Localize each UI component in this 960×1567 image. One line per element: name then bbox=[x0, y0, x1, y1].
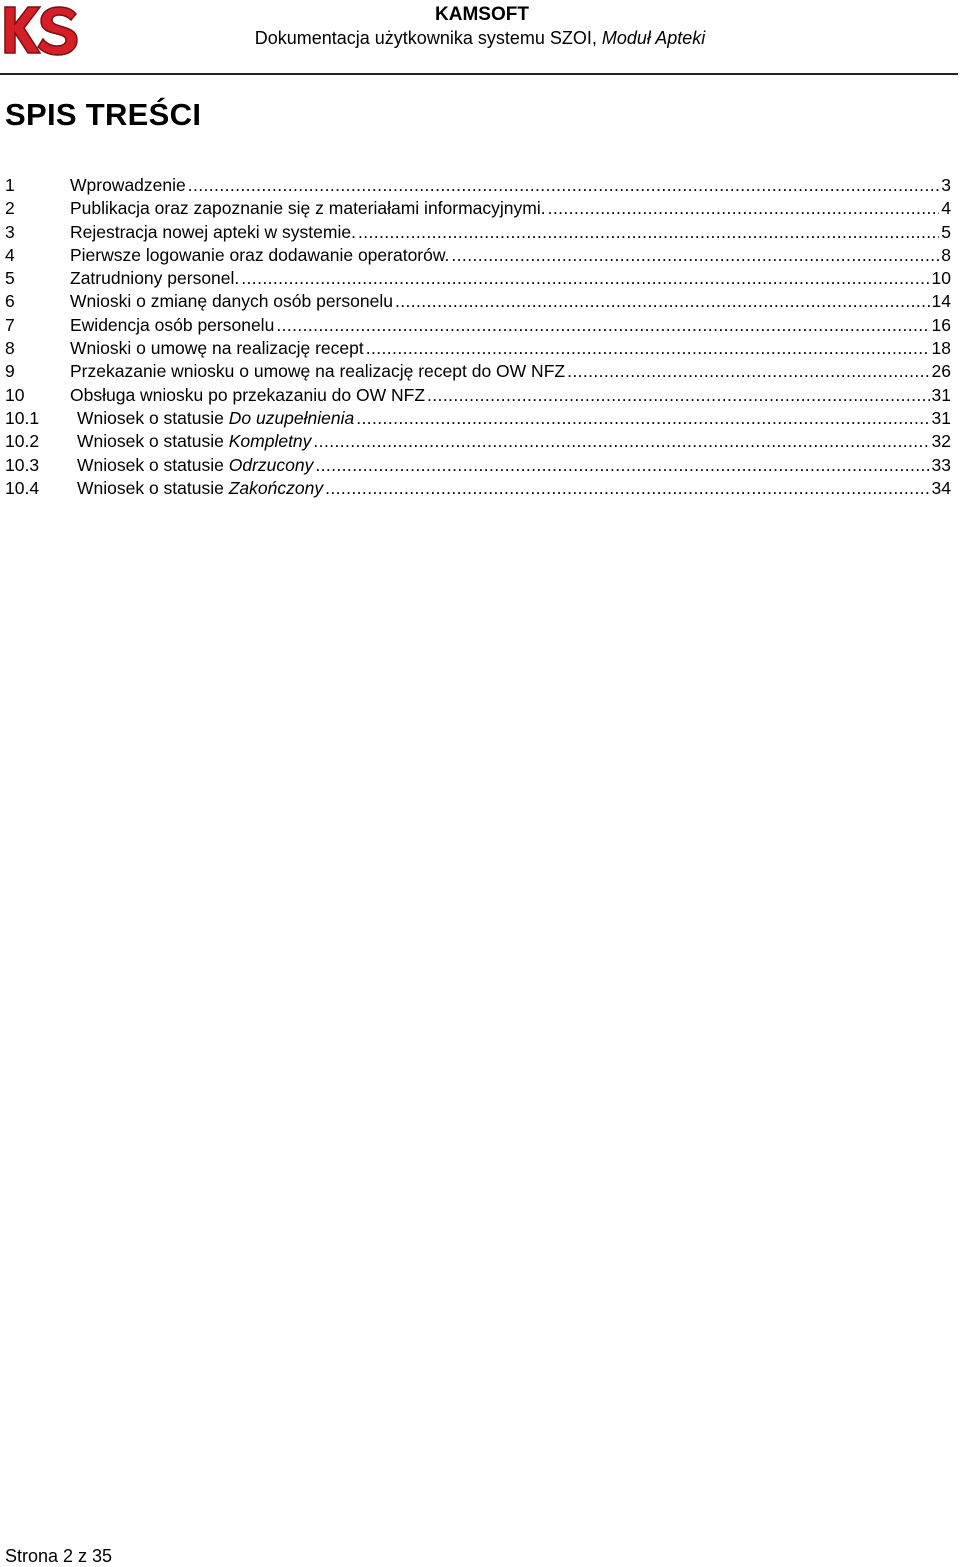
toc-entry[interactable] bbox=[0, 221, 956, 244]
toc-dot-leader bbox=[276, 314, 929, 337]
toc-entry-line bbox=[70, 384, 951, 407]
toc-entry-title bbox=[77, 430, 311, 453]
toc-dot-leader bbox=[358, 221, 939, 244]
toc-entry[interactable] bbox=[0, 360, 956, 383]
toc-entry-title-text: Pierwsze logowanie oraz dodawanie operatorów. bbox=[70, 244, 450, 265]
toc-dot-leader bbox=[241, 267, 929, 290]
toc-entry-line bbox=[70, 174, 951, 197]
toc-entry-page: 10 bbox=[931, 268, 951, 289]
toc-entry-title-text: Przekazanie wniosku o umowę na realizację recept do OW NFZ bbox=[70, 361, 566, 382]
toc-entry-title bbox=[77, 454, 313, 477]
toc-entry-line bbox=[70, 290, 951, 313]
toc-dot-leader bbox=[395, 290, 930, 313]
toc-entry[interactable] bbox=[0, 267, 956, 290]
toc-dot-leader bbox=[325, 477, 929, 500]
toc-entry-line bbox=[70, 314, 951, 337]
toc-entry-title bbox=[70, 221, 356, 244]
toc-entry[interactable] bbox=[0, 290, 956, 313]
toc-entry[interactable] bbox=[0, 407, 956, 430]
toc-entry-title bbox=[70, 314, 274, 337]
toc-entry-title bbox=[70, 197, 546, 220]
toc-entry-page: 31 bbox=[931, 407, 951, 428]
toc-entry[interactable] bbox=[0, 430, 956, 453]
table-of-contents bbox=[0, 174, 956, 500]
toc-entry-page: 14 bbox=[931, 291, 951, 312]
toc-entry-page: 3 bbox=[941, 175, 951, 195]
toc-entry-title-text: Publikacja oraz zapoznanie się z materiałami informacyjnymi. bbox=[70, 198, 546, 219]
toc-entry-title bbox=[70, 337, 364, 360]
toc-entry-status: Kompletny bbox=[228, 431, 312, 452]
toc-entry-page: 5 bbox=[941, 221, 951, 242]
toc-title: SPIS TREŚCI bbox=[5, 97, 202, 132]
toc-entry-status: Do uzupełnienia bbox=[228, 407, 355, 428]
toc-entry-line bbox=[70, 221, 951, 244]
toc-entry-title-text: Rejestracja nowej apteki w systemie. bbox=[70, 221, 356, 242]
toc-entry-title bbox=[70, 360, 565, 383]
toc-entry-line bbox=[70, 360, 951, 383]
toc-entry[interactable] bbox=[0, 197, 956, 220]
toc-dot-leader bbox=[548, 197, 940, 220]
toc-entry-title-text: Wniosek o statusie bbox=[77, 407, 229, 428]
toc-entry-number: 3 bbox=[5, 221, 15, 242]
toc-entry-title-text: Ewidencja osób personelu bbox=[70, 314, 275, 335]
toc-entry[interactable] bbox=[0, 337, 956, 360]
toc-entry-page: 34 bbox=[931, 477, 951, 498]
toc-entry-line bbox=[77, 477, 951, 500]
toc-entry[interactable] bbox=[0, 314, 956, 337]
toc-entry-number: 1 bbox=[5, 175, 15, 195]
toc-entry-title-text: Wniosek o statusie bbox=[77, 477, 229, 498]
toc-entry-number: 9 bbox=[5, 361, 15, 382]
toc-entry-number: 10.4 bbox=[5, 477, 40, 498]
toc-dot-leader bbox=[427, 384, 930, 407]
toc-dot-leader bbox=[313, 430, 929, 453]
toc-entry-line bbox=[77, 454, 951, 477]
toc-entry-number: 10.3 bbox=[5, 454, 40, 475]
toc-entry-line bbox=[77, 430, 951, 453]
toc-entry-title bbox=[70, 290, 393, 313]
toc-entry[interactable] bbox=[0, 477, 956, 500]
toc-dot-leader bbox=[315, 454, 929, 477]
toc-entry-page: 26 bbox=[931, 361, 951, 382]
kamsoft-logo bbox=[2, 2, 78, 58]
toc-dot-leader bbox=[188, 174, 940, 197]
toc-entry-title-text: Wnioski o umowę na realizację recept bbox=[70, 338, 364, 359]
toc-entry-title-text: Zatrudniony personel. bbox=[70, 268, 240, 289]
subtitle-module: Moduł Apteki bbox=[601, 28, 706, 48]
toc-entry[interactable] bbox=[0, 174, 956, 197]
toc-entry-title bbox=[70, 267, 239, 290]
toc-entry-title bbox=[77, 407, 354, 430]
toc-entry-number: 10 bbox=[5, 384, 25, 405]
toc-entry-number: 10.2 bbox=[5, 431, 40, 452]
toc-entry-title bbox=[77, 477, 323, 500]
toc-entry-number: 10.1 bbox=[5, 407, 40, 428]
toc-entry-number: 4 bbox=[5, 244, 15, 265]
page-header bbox=[0, 0, 960, 76]
toc-entry-status: Odrzucony bbox=[228, 454, 314, 475]
toc-entry-title-text: Wniosek o statusie bbox=[77, 454, 229, 475]
toc-entry-title bbox=[70, 244, 449, 267]
toc-entry-number: 7 bbox=[5, 314, 15, 335]
toc-dot-leader bbox=[366, 337, 930, 360]
toc-dot-leader bbox=[567, 360, 929, 383]
toc-entry-number: 2 bbox=[5, 198, 15, 219]
toc-entry-page: 31 bbox=[931, 384, 951, 405]
toc-entry[interactable] bbox=[0, 244, 956, 267]
toc-entry-title-text: Wniosek o statusie bbox=[77, 431, 229, 452]
toc-entry-number: 8 bbox=[5, 338, 15, 359]
toc-entry-number: 6 bbox=[5, 291, 15, 312]
toc-entry-page: 8 bbox=[941, 244, 951, 265]
header-divider bbox=[0, 73, 958, 75]
toc-entry-page: 4 bbox=[941, 198, 951, 219]
toc-entry-page: 16 bbox=[931, 314, 951, 335]
toc-entry-number: 5 bbox=[5, 268, 15, 289]
toc-entry-title bbox=[70, 384, 425, 407]
subtitle-text: Dokumentacja użytkownika systemu SZOI, bbox=[254, 28, 602, 48]
toc-entry[interactable] bbox=[0, 384, 956, 407]
toc-entry-title-text: Wprowadzenie bbox=[70, 175, 186, 195]
toc-entry-line bbox=[70, 267, 951, 290]
toc-entry-title bbox=[70, 174, 186, 197]
toc-entry-page: 33 bbox=[931, 454, 951, 475]
toc-entry-page: 32 bbox=[931, 431, 951, 452]
toc-entry-line bbox=[70, 337, 951, 360]
page-number-footer: Strona 2 z 35 bbox=[5, 1546, 113, 1566]
toc-entry-title-text: Wnioski o zmianę danych osób personelu bbox=[70, 291, 393, 312]
company-name: KAMSOFT bbox=[435, 4, 529, 25]
toc-entry-line bbox=[70, 197, 951, 220]
toc-entry-status: Zakończony bbox=[228, 477, 324, 498]
toc-entry-title-text: Obsługa wniosku po przekazaniu do OW NFZ bbox=[70, 384, 426, 405]
toc-entry-line bbox=[77, 407, 951, 430]
document-subtitle bbox=[200, 28, 760, 49]
toc-entry[interactable] bbox=[0, 454, 956, 477]
toc-entry-page: 18 bbox=[931, 338, 951, 359]
toc-dot-leader bbox=[356, 407, 929, 430]
toc-entry-line bbox=[70, 244, 951, 267]
toc-dot-leader bbox=[451, 244, 939, 267]
